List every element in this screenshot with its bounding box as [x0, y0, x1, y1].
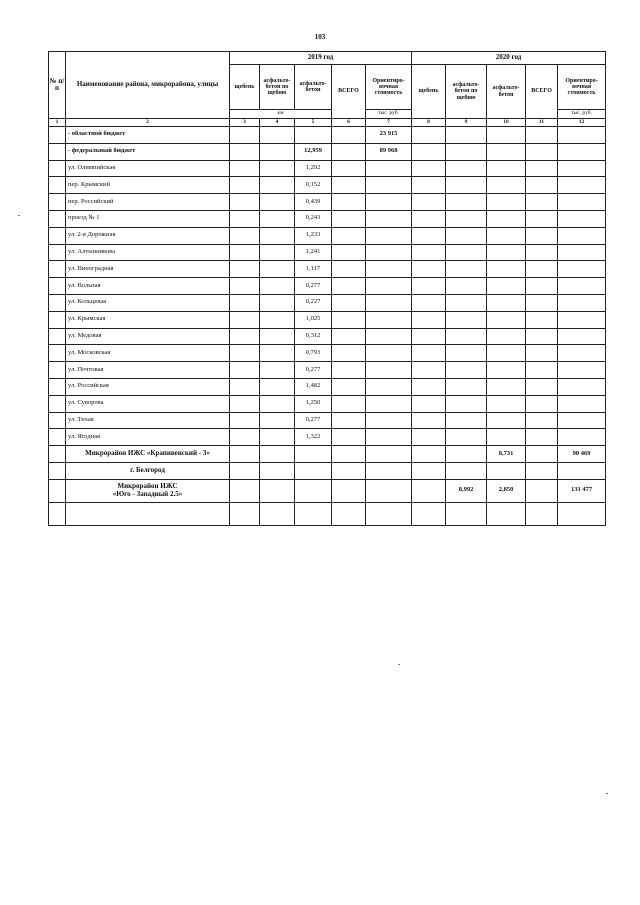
col-num: 1 [49, 119, 66, 127]
header-2020-asphalt-on-gravel: асфальто-бетон по щебню [446, 65, 487, 119]
page-number: 103 [314, 33, 326, 41]
street-name: ул. Вольная [66, 278, 230, 295]
street-name: ул. Суворова [66, 395, 230, 412]
street-name: ул. Тихая [66, 412, 230, 429]
value-2019-asphalt: 1,250 [295, 395, 332, 412]
table-row-empty [49, 502, 606, 525]
col-num: 4 [260, 119, 295, 127]
road-works-table [48, 51, 606, 526]
district-name [66, 479, 230, 502]
table-row [49, 177, 606, 194]
value-2019-asphalt: 1,322 [295, 429, 332, 446]
value-2019-cost [366, 362, 412, 379]
street-name: ул. Московская [66, 345, 230, 362]
header-unit-km: км [230, 110, 332, 119]
scan-speck [606, 793, 608, 794]
value-2019-asphalt: 0,152 [295, 177, 332, 194]
value-2019-asphalt: 1,292 [295, 160, 332, 177]
value-2019-asphalt [295, 127, 332, 144]
header-name: Наименование района, микрорайона, улицы [66, 52, 230, 119]
value-2019-cost [366, 311, 412, 328]
value-2020-cost: 90 469 [558, 446, 606, 463]
value-2019-asphalt: 0,277 [295, 362, 332, 379]
header-2019-gravel: щебень [230, 65, 260, 110]
table-row [49, 429, 606, 446]
value-2020-cost: 131 477 [558, 479, 606, 502]
value-2019-cost: 89 968 [366, 143, 412, 160]
value-2019-cost [366, 429, 412, 446]
col-num: 8 [412, 119, 446, 127]
street-name: ул. Крымская [66, 311, 230, 328]
table-row-yugo [49, 479, 606, 502]
value-2019-cost [366, 177, 412, 194]
table-row [49, 244, 606, 261]
header-2019-total: ВСЕГО [332, 65, 366, 119]
table-row-belgorod [49, 462, 606, 479]
value-2019-asphalt: 0,243 [295, 210, 332, 227]
value-2019-cost [366, 412, 412, 429]
column-numbers-row [49, 119, 606, 127]
header-no: № п/п [49, 52, 66, 119]
street-name: ул. Медовая [66, 328, 230, 345]
col-num: 5 [295, 119, 332, 127]
value-2019-cost [366, 328, 412, 345]
table-row [49, 328, 606, 345]
value-2019-cost [366, 345, 412, 362]
table-row [49, 127, 606, 144]
table-row [49, 194, 606, 211]
table-row [49, 362, 606, 379]
table-row [49, 210, 606, 227]
col-num: 2 [66, 119, 230, 127]
scan-speck [398, 664, 400, 665]
value-2019-cost [366, 194, 412, 211]
value-2020-asphalt: 2,850 [487, 479, 526, 502]
value-2019-cost [366, 227, 412, 244]
col-num: 10 [487, 119, 526, 127]
header-2020-total: ВСЕГО [526, 65, 558, 119]
value-2019-asphalt: 1,025 [295, 311, 332, 328]
value-2019-asphalt: 0,277 [295, 278, 332, 295]
table-row [49, 227, 606, 244]
district-name: Микрорайон ИЖС «Крапивенский - 3» [66, 446, 230, 463]
value-2019-cost [366, 395, 412, 412]
header-unit-rub-2020: тыс. руб. [558, 110, 606, 119]
table-row-kraynevsky [49, 446, 606, 463]
value-2019-asphalt: 1,482 [295, 378, 332, 395]
header-2020-gravel: щебень [412, 65, 446, 119]
header-year-2020: 2020 год [412, 52, 606, 65]
table-row [49, 143, 606, 160]
table-row [49, 261, 606, 278]
table-row [49, 345, 606, 362]
value-2019-asphalt: 0,439 [295, 194, 332, 211]
table-row [49, 294, 606, 311]
street-name: ул. Почтовая [66, 362, 230, 379]
col-num: 6 [332, 119, 366, 127]
value-2019-asphalt: 0,312 [295, 328, 332, 345]
street-name: пер. Крымский [66, 177, 230, 194]
header-2019-asphalt: асфальто-бетон [295, 65, 332, 110]
table-row [49, 278, 606, 295]
header-2019-cost: Ориентиро-вочная стоимость [366, 65, 412, 110]
col-num: 3 [230, 119, 260, 127]
street-name: ул. 2-я Дорожная [66, 227, 230, 244]
value-2019-cost: 23 915 [366, 127, 412, 144]
value-2020-asphalt: 8,731 [487, 446, 526, 463]
street-name: - областной бюджет [66, 127, 230, 144]
street-name: ул. Российская [66, 378, 230, 395]
street-name: ул. Кольцевая [66, 294, 230, 311]
value-2019-cost [366, 294, 412, 311]
col-num: 9 [446, 119, 487, 127]
value-2019-cost [366, 278, 412, 295]
street-name: ул. Виноградная [66, 261, 230, 278]
col-num: 12 [558, 119, 606, 127]
table-row [49, 311, 606, 328]
value-2019-asphalt: 1,117 [295, 261, 332, 278]
table-row [49, 395, 606, 412]
value-2019-asphalt: 12,959 [295, 143, 332, 160]
header-2020-cost: Ориентиро-вочная стоимость [558, 65, 606, 110]
col-num: 7 [366, 119, 412, 127]
value-2019-cost [366, 378, 412, 395]
city-name: г. Белгород [66, 462, 230, 479]
table-row [49, 378, 606, 395]
value-2019-cost [366, 160, 412, 177]
header-unit-rub-2019: тыс. руб. [366, 110, 412, 119]
street-name: ул. Олимпийская [66, 160, 230, 177]
header-year-2019: 2019 год [230, 52, 412, 65]
value-2019-asphalt: 1,233 [295, 227, 332, 244]
table-row [49, 160, 606, 177]
street-name: ул. Алтынникова [66, 244, 230, 261]
street-name: ул. Ягодная [66, 429, 230, 446]
street-name: пер. Российский [66, 194, 230, 211]
district-name-line1: Микрорайон ИЖС [117, 482, 178, 491]
value-2019-asphalt: 0,793 [295, 345, 332, 362]
header-2019-asphalt-on-gravel: асфальто-бетон по щебню [260, 65, 295, 110]
street-name: проезд № 1 [66, 210, 230, 227]
district-name-line2: «Юго - Западный 2.5» [112, 489, 183, 498]
col-num: 11 [526, 119, 558, 127]
value-2019-cost [366, 244, 412, 261]
scan-speck [18, 215, 20, 216]
header-2020-asphalt: асфальто-бетон [487, 65, 526, 119]
value-2019-asphalt: 0,227 [295, 294, 332, 311]
value-2019-cost [366, 210, 412, 227]
value-2020-asphalt-on-gravel: 8,992 [446, 479, 487, 502]
value-2019-asphalt: 0,277 [295, 412, 332, 429]
value-2019-asphalt: 1,241 [295, 244, 332, 261]
value-2019-cost [366, 261, 412, 278]
street-name: - федеральный бюджет [66, 143, 230, 160]
table-row [49, 412, 606, 429]
